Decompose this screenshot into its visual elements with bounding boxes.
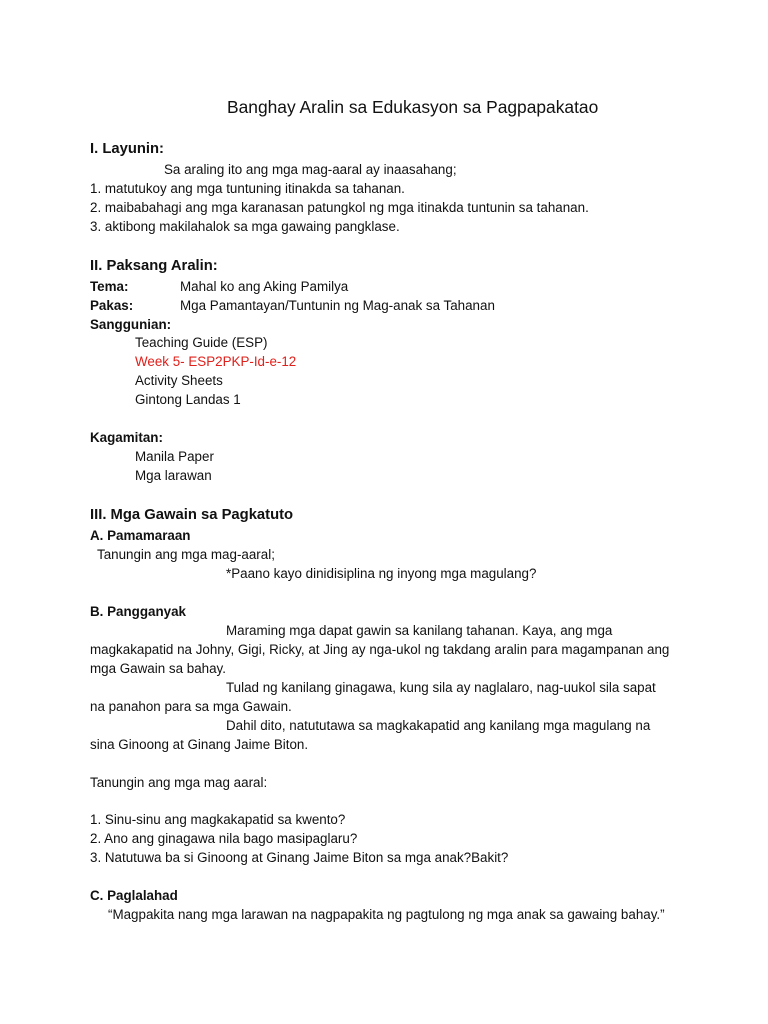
layunin-intro: Sa araling ito ang mga mag-aaral ay inaasahang; xyxy=(164,162,457,177)
pangganyak-line: Tulad ng kanilang ginagawa, kung sila ay naglalaro, nag-uukol sila sapat xyxy=(226,680,656,695)
section-heading-layunin: I. Layunin: xyxy=(90,141,164,157)
kagamitan-item: Mga larawan xyxy=(135,468,212,483)
sanggunian-item: Activity Sheets xyxy=(135,373,223,388)
section-heading-paksang-aralin: II. Paksang Aralin: xyxy=(90,258,218,274)
tema-label: Tema: xyxy=(90,279,129,294)
layunin-item: 3. aktibong makilahalok sa mga gawaing pangklase. xyxy=(90,219,400,234)
pakas-label: Pakas: xyxy=(90,298,134,313)
kagamitan-item: Manila Paper xyxy=(135,449,214,464)
pangganyak-line: mga Gawain sa bahay. xyxy=(90,661,226,676)
section-heading-gawain: III. Mga Gawain sa Pagkatuto xyxy=(90,507,294,523)
sanggunian-item-highlighted: Week 5- ESP2PKP-Id-e-12 xyxy=(135,354,297,369)
subsection-heading-pamamaraan: A. Pamamaraan xyxy=(90,528,191,543)
sanggunian-item: Gintong Landas 1 xyxy=(135,392,241,407)
subsection-heading-pangganyak: B. Pangganyak xyxy=(90,604,186,619)
pangganyak-line: Maraming mga dapat gawin sa kanilang tahanan. Kaya, ang mga xyxy=(226,623,613,638)
layunin-item: 1. matutukoy ang mga tuntuning itinakda sa tahanan. xyxy=(90,181,405,196)
pangganyak-line: magkakapatid na Johny, Gigi, Ricky, at Jing ay nga-ukol ng takdang aralin para magampanan ang xyxy=(90,642,670,657)
tema-value: Mahal ko ang Aking Pamilya xyxy=(180,279,349,294)
kagamitan-label: Kagamitan: xyxy=(90,430,163,445)
sanggunian-label: Sanggunian: xyxy=(90,317,172,332)
pangganyak-line: Dahil dito, natututawa sa magkakapatid ang kanilang mga magulang na xyxy=(226,718,651,733)
pakas-value: Mga Pamantayan/Tuntunin ng Mag-anak sa Tahanan xyxy=(180,298,495,313)
subsection-heading-paglalahad: C. Paglalahad xyxy=(90,888,178,903)
pangganyak-ask: Tanungin ang mga mag aaral: xyxy=(90,775,268,790)
pangganyak-line: sina Ginoong at Ginang Jaime Biton. xyxy=(90,737,309,752)
pangganyak-question: 3. Natutuwa ba si Ginoong at Ginang Jaime Biton sa mga anak?Bakit? xyxy=(90,850,509,865)
pangganyak-question: 2. Ano ang ginagawa nila bago masipaglaru? xyxy=(90,831,358,846)
page-title: Banghay Aralin sa Edukasyon sa Pagpapakatao xyxy=(227,97,599,117)
sanggunian-item: Teaching Guide (ESP) xyxy=(135,335,268,350)
pamamaraan-line: Tanungin ang mga mag-aaral; xyxy=(97,547,275,562)
paglalahad-line: “Magpakita nang mga larawan na nagpapakita ng pagtulong ng mga anak sa gawaing bahay.” xyxy=(108,907,665,922)
layunin-item: 2. maibabahagi ang mga karanasan patungkol ng mga itinakda tuntunin sa tahanan. xyxy=(90,200,589,215)
pangganyak-line: na panahon para sa mga Gawain. xyxy=(90,699,292,714)
pangganyak-question: 1. Sinu-sinu ang magkakapatid sa kwento? xyxy=(90,812,346,827)
pamamaraan-question: *Paano kayo dinidisiplina ng inyong mga magulang? xyxy=(226,566,537,581)
